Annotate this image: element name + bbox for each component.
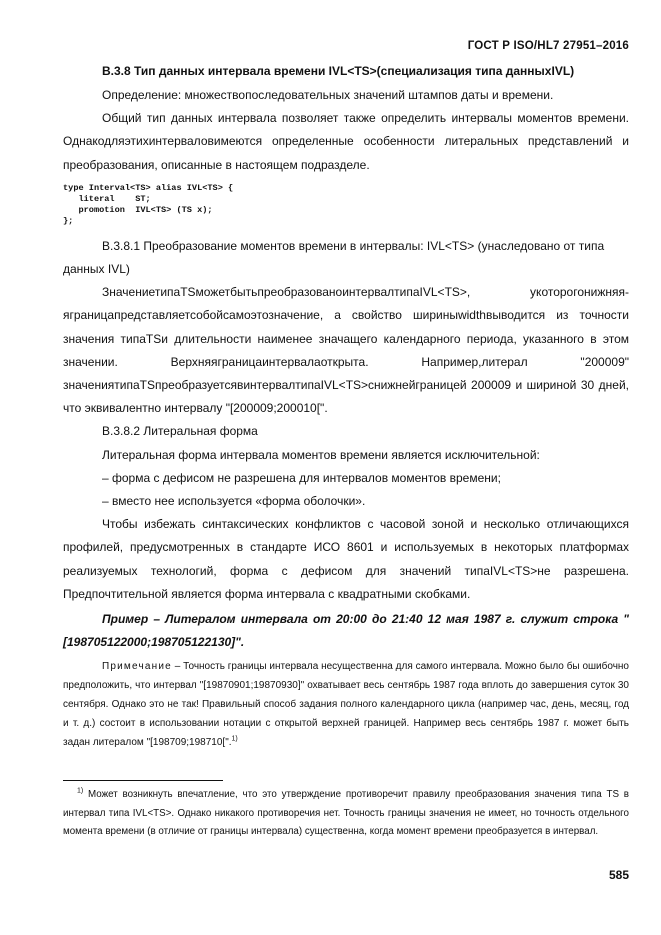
subsection-title-1: В.3.8.1 Преобразование моментов времени в интервалы: IVL<TS> (унаследовано от типа данных IVL) xyxy=(63,238,605,277)
page-number: 585 xyxy=(608,868,629,882)
document-header: ГОСТ Р ISO/HL7 27951–2016 xyxy=(467,40,629,52)
conflict-paragraph: Чтобы избежать синтаксических конфликтов с часовой зоной и несколько отличающихся профилей, предусмотренных в стандарте ИСО 8601 и используемых в некоторых платформах реализуемых технологий, форма с дефисом для значений типаIVL<TS>не разрешена. Предпочтительной является форма интервала с квадратными скобками. xyxy=(63,517,629,601)
list-item: – вместо нее используется «форма оболочки». xyxy=(102,494,366,509)
footnote-marker: 1) xyxy=(77,787,84,795)
code-block: type Interval<TS> alias IVL<TS> { literal ST; promotion IVL<TS> (TS x); }; xyxy=(63,182,234,226)
section-title: В.3.8 Тип данных интервала времени IVL<TS>(специализация типа данныхIVL) xyxy=(102,64,575,78)
subsection-1-text: ЗначениетипаTSможетбытьпреобразованоинтервалтипаIVL<TS>, укоторогонижняя-яграницапредставляетсобойсамоэтозначение, а свойство шириныwidthвыводится из точности значения типаTSи длительности наименее значащего календарного периода, указанного в этом значении. Верхняяграницаинтервалаоткрыта. Например,литерал "200009" значениятипаTSпреобразуетсявинтервалтипаIVL<TS>снижнейграницей 200009 и шириной 30 дней, что эквивалентно интервалу "[200009;200010[". xyxy=(63,285,629,416)
footnote-separator xyxy=(63,780,223,781)
footnote-reference[interactable]: 1) xyxy=(231,735,238,743)
literal-form-intro: Литеральная форма интервала моментов времени является исключительной: xyxy=(102,447,540,462)
example-paragraph: Пример – Литералом интервала от 20:00 до 21:40 12 мая 1987 г. служит строка "[198705122000;198705122130]". xyxy=(63,612,629,650)
subsection-title-2: В.3.8.2 Литеральная форма xyxy=(102,424,258,439)
footnote xyxy=(63,786,629,842)
footnote-text: Может возникнуть впечатление, что это утверждение противоречит правилу преобразования значения типа TS в интервал типа IVL<TS>. Однако никакого противоречия нет. Точность границы значения не имеет, но точность отдельного момента времени (в отличие от границы интервала) существенна, когда момент времени преобразуется в интервал. xyxy=(63,789,629,837)
note-label: Примечание xyxy=(102,661,172,673)
page-body xyxy=(63,60,629,752)
intro-paragraph: Общий тип данных интервала позволяет также определить интервалы моментов времени. Однакодляэтихинтерваловимеются определенные особенности литеральных представлений и преобразования, описанные в настоящем подразделе. xyxy=(63,111,629,172)
note-text: – Точность границы интервала несущественна для самого интервала. Можно было бы ошибочно предположить, что интервал "[19870901;19870930]" охватывает весь сентябрь 1987 года вплоть до завершения суток 30 сентября. Однако это не так! Правильный способ задания полного календарного цикла (например час, день, месяц, год и т. д.) состоит в использовании нотации с открытой верхней границей. Например весь сентябрь 1987 г. может быть задан литералом "[198709;198710[". xyxy=(63,661,629,749)
note-paragraph xyxy=(63,657,629,752)
definition-paragraph: Определение: множествопоследовательных значений штампов даты и времени. xyxy=(102,88,554,102)
list-item: – форма с дефисом не разрешена для интервалов моментов времени; xyxy=(102,470,501,485)
